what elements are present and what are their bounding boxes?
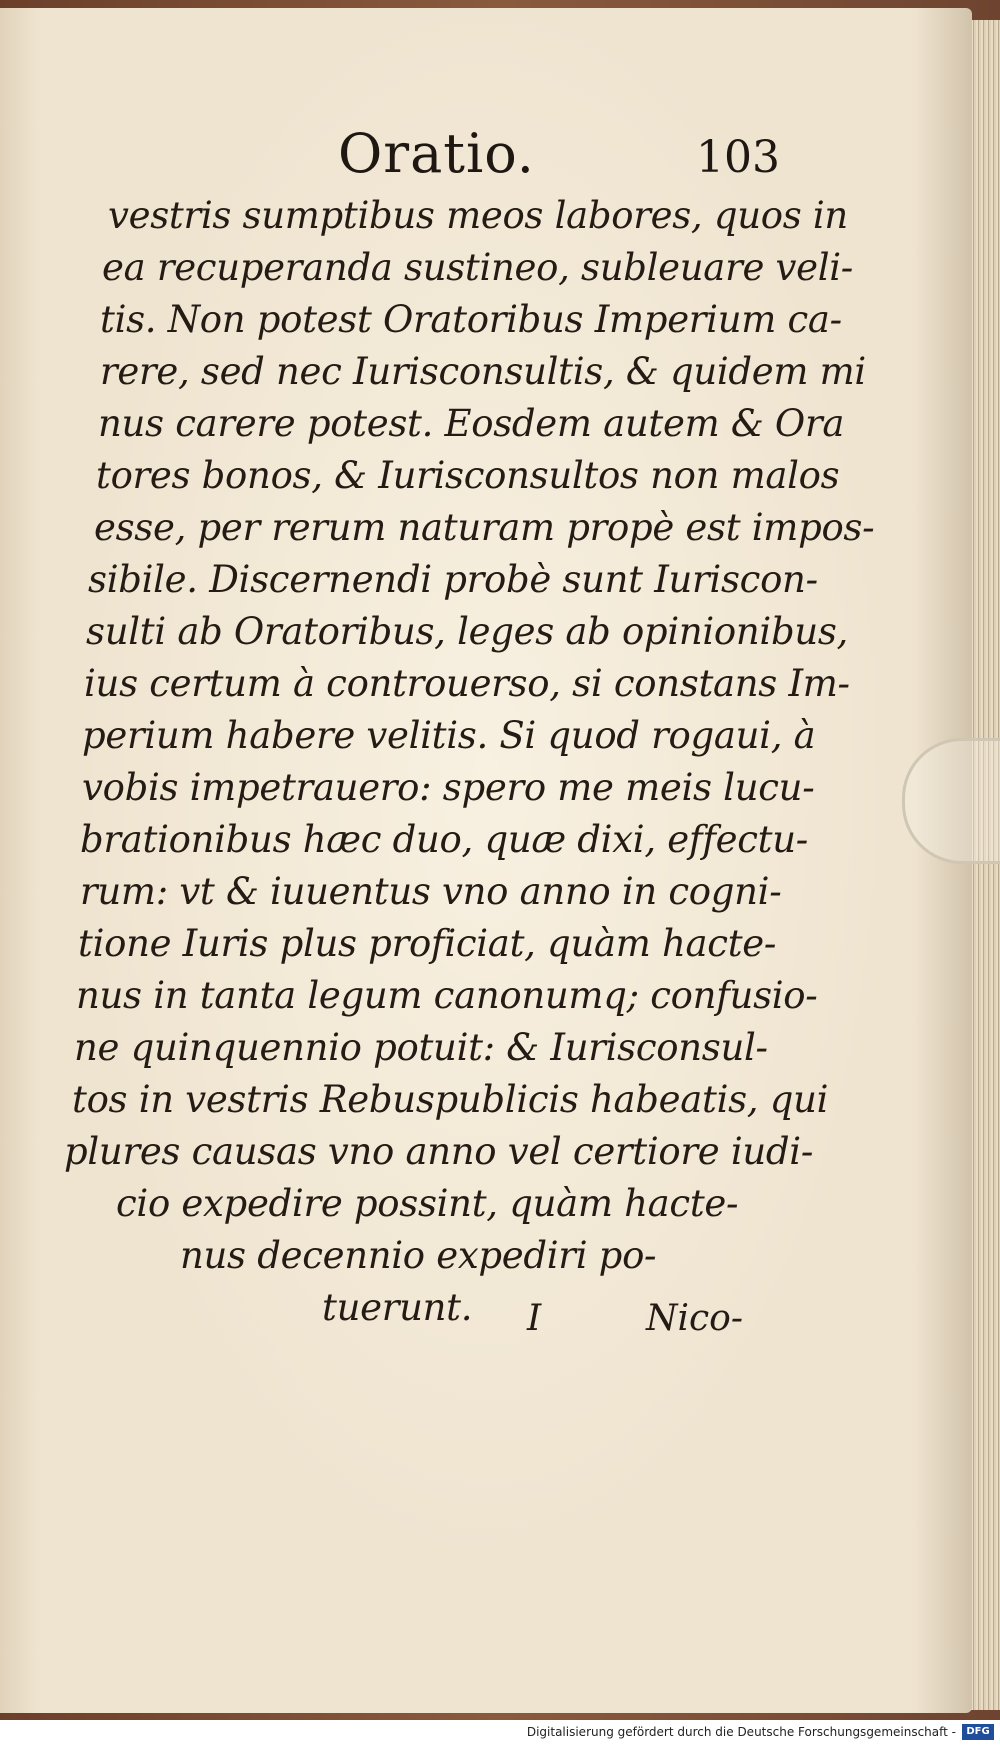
page-header bbox=[0, 118, 972, 188]
text-line: tis. Non potest Oratoribus Imperium ca- bbox=[100, 298, 842, 341]
body-text bbox=[0, 194, 972, 1374]
catchword: Nico- bbox=[646, 1298, 744, 1339]
text-line: brationibus hæc duo, quæ dixi, effectu- bbox=[80, 818, 808, 861]
text-line: tos in vestris Rebuspublicis habeatis, qui bbox=[72, 1078, 829, 1121]
text-line: ius certum à controuerso, si constans Im- bbox=[84, 662, 850, 705]
page-number: 103 bbox=[696, 132, 780, 183]
text-line: cio expedire possint, quàm hacte- bbox=[116, 1182, 739, 1225]
text-line: vestris sumptibus meos labores, quos in bbox=[108, 194, 848, 237]
text-line: nus carere potest. Eosdem autem & Ora bbox=[98, 402, 845, 445]
page-footer bbox=[0, 1298, 972, 1358]
text-line: tuerunt. bbox=[322, 1286, 473, 1329]
credit-bar bbox=[0, 1720, 1000, 1745]
text-line: nus in tanta legum canonumq; confusio- bbox=[76, 974, 818, 1017]
text-line: rere, sed nec Iurisconsultis, & quidem mi bbox=[100, 350, 866, 393]
text-line: tione Iuris plus proficiat, quàm hacte- bbox=[78, 922, 777, 965]
funding-credit: Digitalisierung gefördert durch die Deutsche Forschungsgemeinschaft - bbox=[526, 1725, 956, 1739]
text-line: rum: vt & iuuentus vno anno in cogni- bbox=[80, 870, 782, 913]
text-line: esse, per rerum naturam propè est impos- bbox=[94, 506, 875, 549]
text-line: perium habere velitis. Si quod rogaui, à bbox=[82, 714, 816, 757]
text-line: sulti ab Oratoribus, leges ab opinionibus, bbox=[86, 610, 849, 653]
text-line: ea recuperanda sustineo, subleuare veli- bbox=[102, 246, 853, 289]
text-line: sibile. Discernendi probè sunt Iuriscon- bbox=[88, 558, 818, 601]
text-line: nus decennio expediri po- bbox=[180, 1234, 657, 1277]
text-line: plures causas vno anno vel certiore iudi- bbox=[64, 1130, 814, 1173]
text-line: ne quinquennio potuit: & Iurisconsul- bbox=[74, 1026, 768, 1069]
text-line: tores bonos, & Iurisconsultos non malos bbox=[96, 454, 840, 497]
text-line: vobis impetrauero: spero me meis lucu- bbox=[82, 766, 815, 809]
running-title: Oratio. bbox=[338, 122, 535, 185]
book-page bbox=[0, 8, 972, 1713]
dfg-logo: DFG bbox=[962, 1724, 994, 1740]
signature-mark: I bbox=[527, 1298, 542, 1339]
